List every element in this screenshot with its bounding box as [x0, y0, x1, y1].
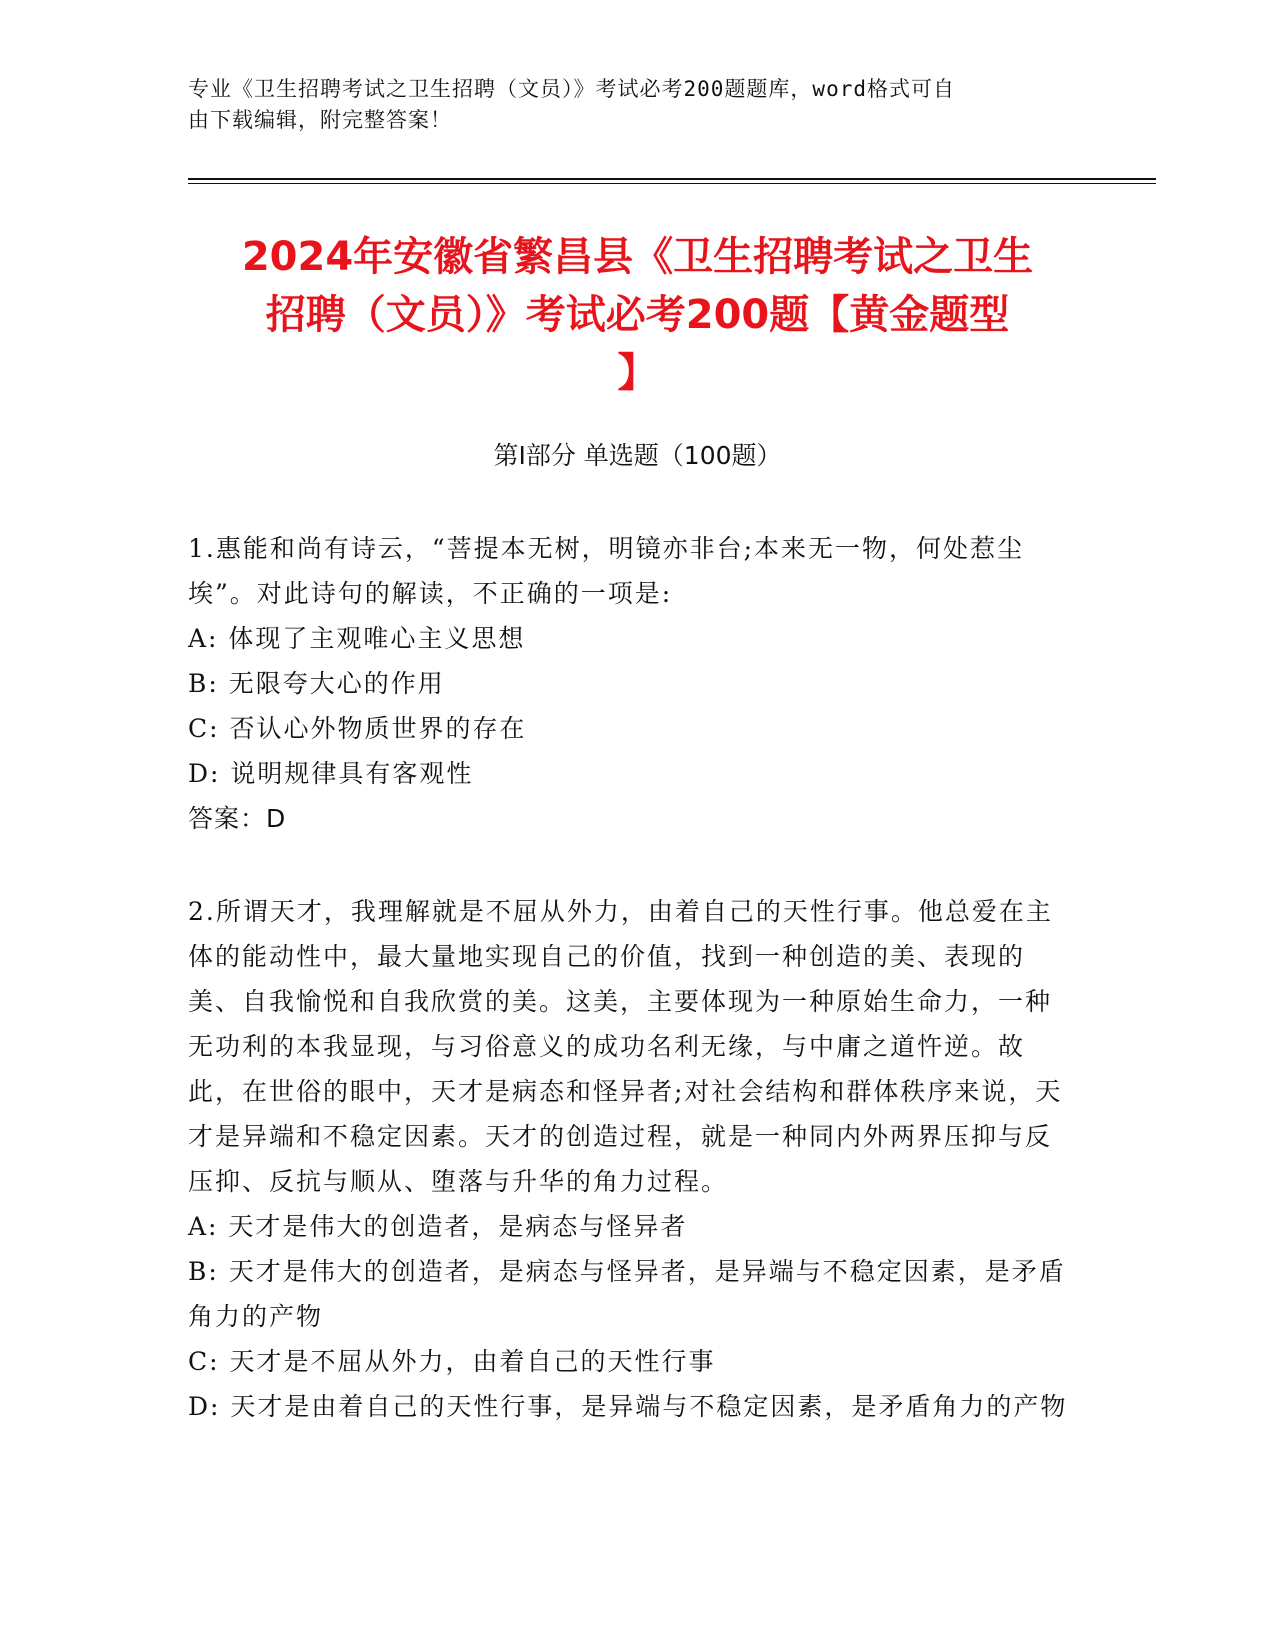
question-2-stem: 2.所谓天才，我理解就是不屈从外力，由着自己的天性行事。他总爱在主体的能动性中，最大量地实现自己的价值，找到一种创造的美、表现的美、自我愉悦和自我欣赏的美。这美，主要体现为一种原始生命力，一种无功利的本我显现，与习俗意义的成功名利无缘，与中庸之道忤逆。故此，在世俗的眼中，天才是病态和怪异者;对社会结构和群体秩序来说，天才是异端和不稳定因素。天才的创造过程，就是一种同内外两界压抑与反压抑、反抗与顺从、堕落与升华的角力过程。: [188, 897, 1063, 1196]
question-2: [188, 889, 1068, 1429]
question-1-option-a: A: 体现了主观唯心主义思想: [188, 624, 526, 653]
header-rule-thick: [188, 178, 1156, 180]
question-1-stem: 1.惠能和尚有诗云，“菩提本无树，明镜亦非台;本来无一物，何处惹尘埃”。对此诗句的解读，不正确的一项是:: [188, 534, 1025, 608]
document-title-line-1: 2024年安徽省繁昌县《卫生招聘考试之卫生: [241, 234, 1034, 280]
question-1-option-d: D: 说明规律具有客观性: [188, 759, 474, 788]
document-title-line-3: 】: [617, 350, 658, 396]
question-1-option-c: C: 否认心外物质世界的存在: [188, 714, 527, 743]
question-1-answer: 答案：D: [188, 804, 287, 833]
header-note-line-2: 由下载编辑，附完整答案！: [188, 108, 452, 132]
question-2-option-a: A: 天才是伟大的创造者，是病态与怪异者: [188, 1212, 688, 1241]
document-title: [180, 228, 1095, 402]
document-title-line-2: 招聘（文员）》考试必考200题【黄金题型: [265, 292, 1010, 338]
section-title: 第Ⅰ部分 单选题（100题）: [493, 441, 782, 470]
question-1: [188, 526, 1068, 841]
question-2-option-b: B: 天才是伟大的创造者，是病态与怪异者，是异端与不稳定因素，是矛盾角力的产物: [188, 1257, 1066, 1331]
question-1-option-b: B: 无限夸大心的作用: [188, 669, 445, 698]
question-2-option-d: D: 天才是由着自己的天性行事，是异端与不稳定因素，是矛盾角力的产物: [188, 1392, 1068, 1421]
header-note-line-1: 专业《卫生招聘考试之卫生招聘（文员）》考试必考200题题库，word格式可自: [188, 77, 955, 101]
header-rule-thin: [188, 183, 1156, 184]
header-note: [188, 74, 1068, 136]
question-2-option-c: C: 天才是不屈从外力，由着自己的天性行事: [188, 1347, 716, 1376]
